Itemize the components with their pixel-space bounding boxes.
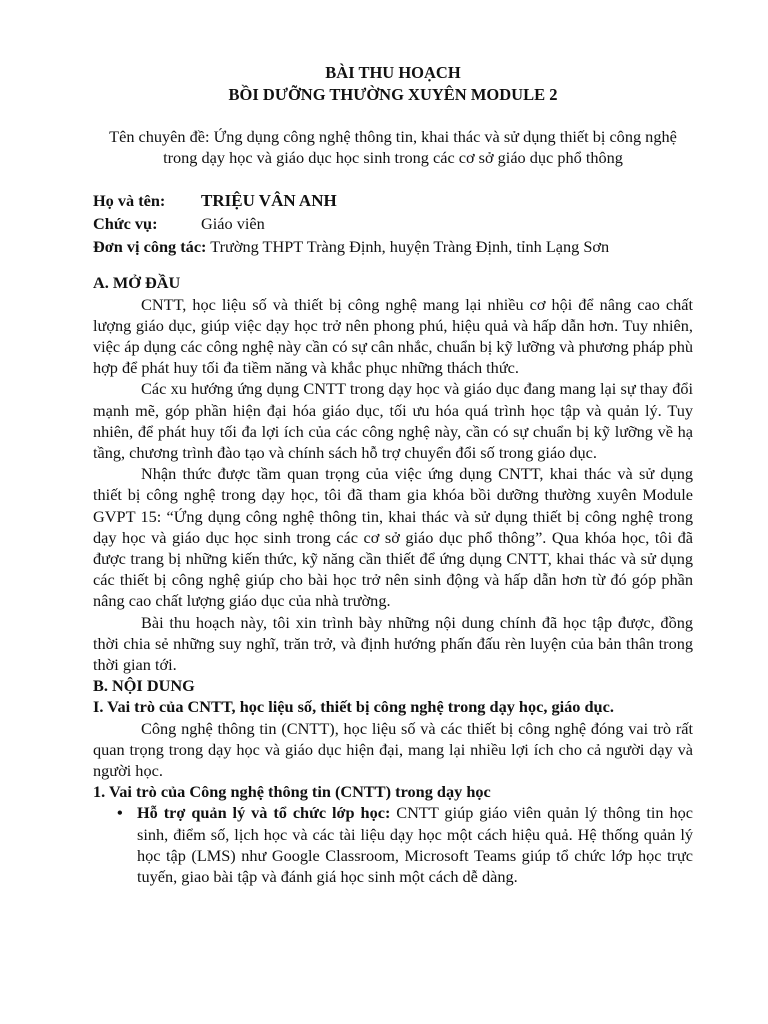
unit-value: Trường THPT Tràng Định, huyện Tràng Định, tỉnh Lạng Sơn [210, 237, 610, 257]
bullet-marker: • [117, 803, 123, 823]
unit-row [93, 235, 693, 258]
document-page [93, 62, 693, 887]
section-b-heading: B. NỘI DUNG [93, 676, 195, 696]
section-a-paragraph: Bài thu hoạch này, tôi xin trình bày những nội dung chính đã học tập được, đồng thời chia sẻ những suy nghĩ, trăn trở, và định hướng phấn đấu rèn luyện của bản thân trong thời gian tới. [93, 612, 693, 675]
name-row [93, 189, 693, 212]
role-label: Chức vụ: [93, 214, 158, 234]
title-line-1: BÀI THU HOẠCH [325, 63, 461, 82]
subsection-2-heading: 1. Vai trò của Công nghệ thông tin (CNTT) trong dạy học [93, 782, 491, 802]
subsection-1-heading: I. Vai trò của CNTT, học liệu số, thiết bị công nghệ trong dạy học, giáo dục. [93, 697, 614, 717]
section-a-paragraph: Nhận thức được tầm quan trọng của việc ứng dụng CNTT, khai thác và sử dụng thiết bị công nghệ trong dạy học, tôi đã tham gia khóa bồi dưỡng thường xuyên Module GVPT 15: “Ứng dụng công nghệ thông tin, khai thác và sử dụng thiết bị công nghệ trong dạy học và giáo dục học sinh trong các cơ sở giáo dục phổ thông”. Qua khóa học, tôi đã được trang bị những kiến thức, kỹ năng cần thiết để ứng dụng CNTT, khai thác và sử dụng các thiết bị công nghệ giúp cho bài học trở nên sinh động và hấp dẫn hơn từ đó góp phần nâng cao chất lượng giáo dục của nhà trường. [93, 464, 693, 611]
subsection-1-paragraph: Công nghệ thông tin (CNTT), học liệu số và các thiết bị công nghệ đóng vai trò rất quan trọng trong dạy học và giáo dục hiện đại, mang lại nhiều lợi ích cho cả người dạy và người học. [93, 718, 693, 781]
unit-label: Đơn vị công tác: [93, 237, 207, 257]
topic-line: Tên chuyên đề: Ứng dụng công nghệ thông tin, khai thác và sử dụng thiết bị công nghệ trong dạy học và giáo dục học sinh trong các cơ sở giáo dục phổ thông [109, 127, 677, 168]
list-item [93, 802, 693, 887]
section-a-paragraph: CNTT, học liệu số và thiết bị công nghệ mang lại nhiều cơ hội để nâng cao chất lượng giáo dục, giúp việc dạy học trở nên phong phú, hiệu quả và hấp dẫn hơn. Tuy nhiên, việc áp dụng các công nghệ này cần có sự cân nhắc, chuẩn bị kỹ lưỡng và phương pháp phù hợp để phát huy tối đa tiềm năng và khắc phục những thách thức. [93, 294, 693, 378]
section-a-heading: A. MỞ ĐẦU [93, 273, 181, 293]
name-value: TRIỆU VÂN ANH [201, 191, 337, 211]
title-line-2: BỒI DƯỠNG THƯỜNG XUYÊN MODULE 2 [228, 84, 558, 104]
bullet-list [93, 802, 693, 887]
name-label: Họ và tên: [93, 191, 166, 211]
personal-info [93, 189, 693, 258]
section-a-paragraph: Các xu hướng ứng dụng CNTT trong dạy học và giáo dục đang mang lại sự thay đổi mạnh mẽ, góp phần hiện đại hóa giáo dục, tối ưu hóa quá trình học tập và quản lý. Tuy nhiên, để phát huy tối đa lợi ích của các công nghệ này, cần có sự chuẩn bị kỹ lưỡng về hạ tầng, chương trình đào tạo và chính sách hỗ trợ chuyển đổi số trong giáo dục. [93, 379, 693, 463]
document-title [93, 62, 693, 105]
bullet-text: CNTT giúp giáo viên quản lý thông tin học sinh, điểm số, lịch học và các tài liệu dạy học một cách hiệu quả. Hệ thống quản lý học tập (LMS) như Google Classroom, Microsoft Teams giúp tổ chức lớp học trực tuyến, giao bài tập và đánh giá học sinh một cách dễ dàng. [137, 803, 693, 887]
role-value: Giáo viên [201, 214, 265, 234]
bullet-lead: Hỗ trợ quản lý và tổ chức lớp học: [137, 803, 391, 823]
role-row [93, 212, 693, 235]
